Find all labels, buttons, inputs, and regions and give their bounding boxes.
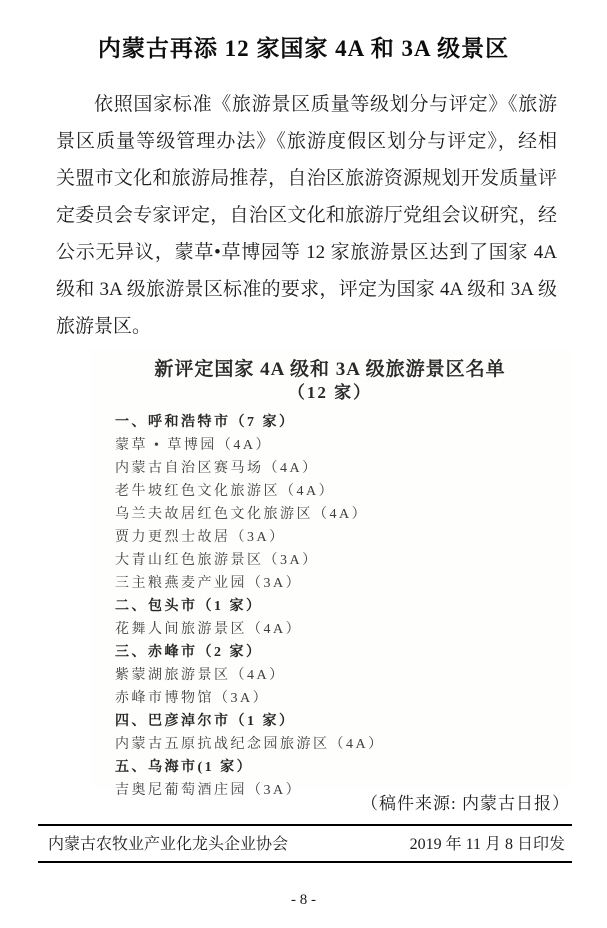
list-item: 老牛坡红色文化旅游区（4A） — [115, 484, 336, 499]
page-number: - 8 - — [291, 892, 316, 908]
list-section-header: 五、乌海市(1 家） — [115, 760, 254, 775]
list-item: 内蒙古五原抗战纪念园旅游区（4A） — [115, 737, 385, 752]
list-item: 吉奥尼葡萄酒庄园（3A） — [115, 783, 303, 798]
body-line: 景区质量等级管理办法》《旅游度假区划分与评定》，经相 — [56, 131, 557, 152]
document-title: 内蒙古再添 12 家国家 4A 和 3A 级景区 — [97, 36, 510, 61]
footer-divider-bottom — [38, 861, 572, 863]
list-item: 赤峰市博物馆（3A） — [115, 691, 270, 706]
body-line: 依照国家标准《旅游景区质量等级划分与评定》《旅游 — [94, 94, 557, 115]
body-line: 旅游景区。 — [56, 316, 152, 337]
list-item: 花舞人间旅游景区（4A） — [115, 622, 303, 637]
list-item: 紫蒙湖旅游景区（4A） — [115, 668, 286, 683]
scenic-list-body — [90, 411, 570, 802]
body-line: 级和 3A 级旅游景区标准的要求，评定为国家 4A 级和 3A 级 — [56, 279, 557, 300]
scenic-list-image — [90, 348, 570, 798]
footer-row — [48, 834, 565, 856]
scenic-list-subtitle: （12 家） — [287, 383, 373, 402]
body-line: 关盟市文化和旅游局推荐，自治区旅游资源规划开发质量评 — [56, 168, 557, 189]
list-item: 三主粮燕麦产业园（3A） — [115, 576, 303, 591]
footer-print-date: 2019 年 11 月 8 日印发 — [409, 836, 565, 853]
list-item: 内蒙古自治区赛马场（4A） — [115, 461, 319, 476]
list-section-header: 四、巴彦淖尔市（1 家） — [115, 714, 296, 729]
scenic-list-title: 新评定国家 4A 级和 3A 级旅游景区名单 — [154, 359, 506, 380]
list-section-header: 二、包头市（1 家） — [115, 599, 263, 614]
list-item: 蒙草 • 草博园（4A） — [115, 438, 273, 453]
body-line: 公示无异议，蒙草•草博园等 12 家旅游景区达到了国家 4A — [56, 242, 557, 263]
body-line: 定委员会专家评定，自治区文化和旅游厅党组会议研究，经 — [56, 205, 557, 226]
list-section-header: 一、呼和浩特市（7 家） — [115, 415, 296, 430]
body-paragraph — [56, 86, 557, 345]
footer-issuer: 内蒙古农牧业产业化龙头企业协会 — [48, 836, 289, 853]
source-note: （稿件来源: 内蒙古日报） — [361, 794, 570, 813]
list-item: 乌兰夫故居红色文化旅游区（4A） — [115, 507, 369, 522]
footer-divider-top — [38, 824, 572, 826]
list-item: 大青山红色旅游景区（3A） — [115, 553, 319, 568]
list-item: 贾力更烈士故居（3A） — [115, 530, 286, 545]
list-section-header: 三、赤峰市（2 家） — [115, 645, 263, 660]
